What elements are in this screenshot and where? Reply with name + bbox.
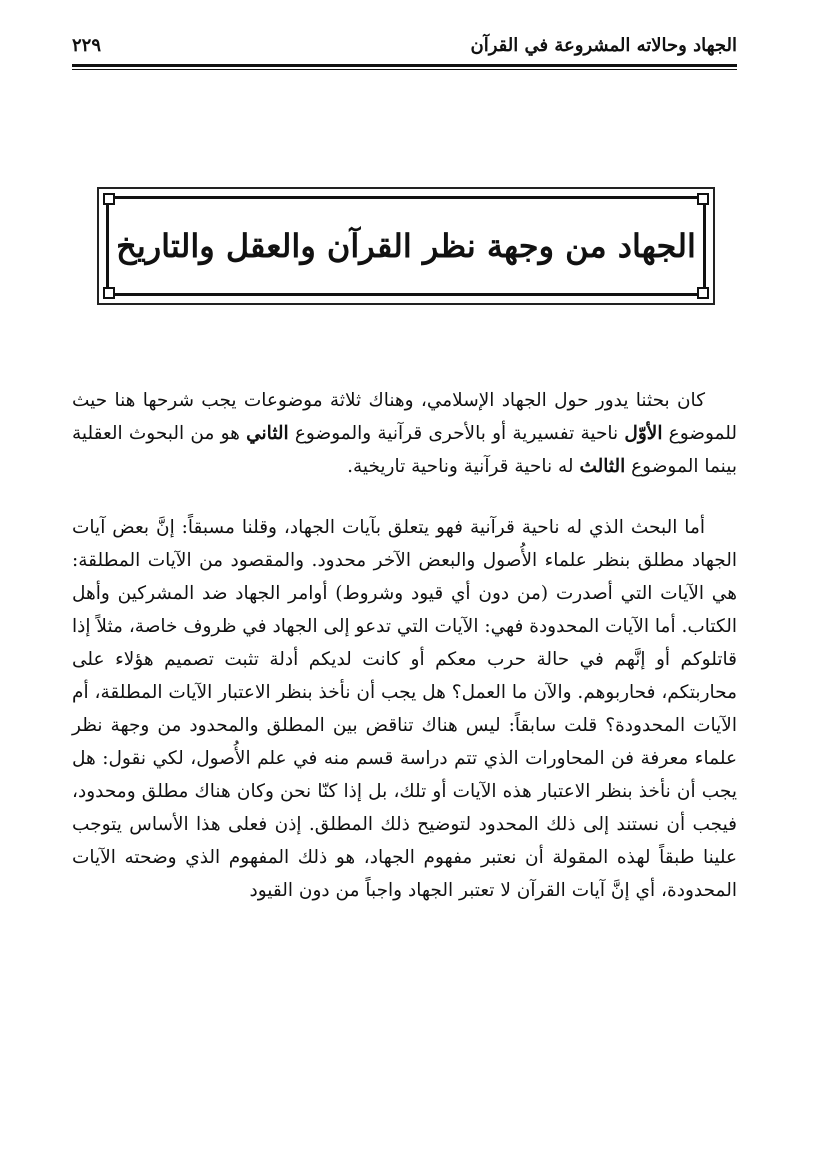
body-text (72, 384, 737, 907)
paragraph-text: كان بحثنا يدور حول الجهاد الإسلامي، وهناك ثلاثة موضوعات يجب شرحها هنا حيث للموضوع (72, 390, 737, 444)
running-header (72, 28, 737, 64)
chapter-title: الجهاد من وجهة نظر القرآن والعقل والتاريخ (116, 226, 696, 265)
paragraph-text: له ناحية قرآنية وناحية تاريخية. (347, 456, 580, 477)
frame-corner-ornament (103, 287, 115, 299)
frame-corner-ornament (697, 287, 709, 299)
chapter-title-frame (97, 187, 715, 305)
chapter-title-inner-frame (106, 196, 706, 296)
frame-corner-ornament (103, 193, 115, 205)
emphasis-first: الأوّل (624, 423, 663, 444)
book-title: الجهاد وحالاته المشروعة في القرآن (470, 35, 737, 56)
paragraph-text: ناحية تفسيرية أو بالأحرى قرآنية والموضوع (288, 423, 625, 444)
paragraph-2: أما البحث الذي له ناحية قرآنية فهو يتعلق بآيات الجهاد، وقلنا مسبقاً: إنَّ بعض آيات الجهاد مطلق بنظر علماء الأُصول والبعض الآخر محدود. والمقصود من الآيات المطلقة: هي الآيات التي أصدرت (من دون أي قيود وشروط) أوامر الجهاد ضد المشركين وأهل الكتاب. أما الآيات المحدودة فهي: الآيات التي تدعو إلى الجهاد في ظروف خاصة، مثلاً إذا قاتلوكم أو إنَّهم في حالة حرب معكم أو كانت لديكم أدلة تثبت تصميم هؤلاء على محاربتكم، فحاربوهم. والآن ما العمل؟ هل يجب أن نأخذ بنظر الاعتبار الآيات المطلقة، أم الآيات المحدودة؟ قلت سابقاً: ليس هناك تناقض بين المطلق والمحدود من وجهة نظر علماء معرفة فن المحاورات الذي تتم دراسة قسم منه في علم الأُصول، لكي نقول: هل يجب أن نأخذ بنظر الاعتبار هذه الآيات أو تلك، بل إذا كنّا نحن وكان هناك مطلق ومحدود، فيجب أن نستند إلى ذلك المحدود لتوضيح ذلك المطلق. إذن فعلى هذا الأساس يتوجب علينا طبقاً لهذه المقولة أن نعتبر مفهوم الجهاد، هو ذلك المفهوم الذي وضحته الآيات المحدودة، أي إنَّ آيات القرآن لا تعتبر الجهاد واجباً من دون القيود (72, 517, 737, 901)
paragraph-text: هو من البحوث العقلية بينما الموضوع (72, 423, 737, 477)
frame-corner-ornament (697, 193, 709, 205)
paragraph-1 (72, 384, 737, 483)
emphasis-third: الثالث (579, 456, 626, 477)
page-number: ٢٢٩ (72, 35, 102, 56)
header-divider (72, 64, 737, 67)
emphasis-second: الثاني (246, 423, 289, 444)
